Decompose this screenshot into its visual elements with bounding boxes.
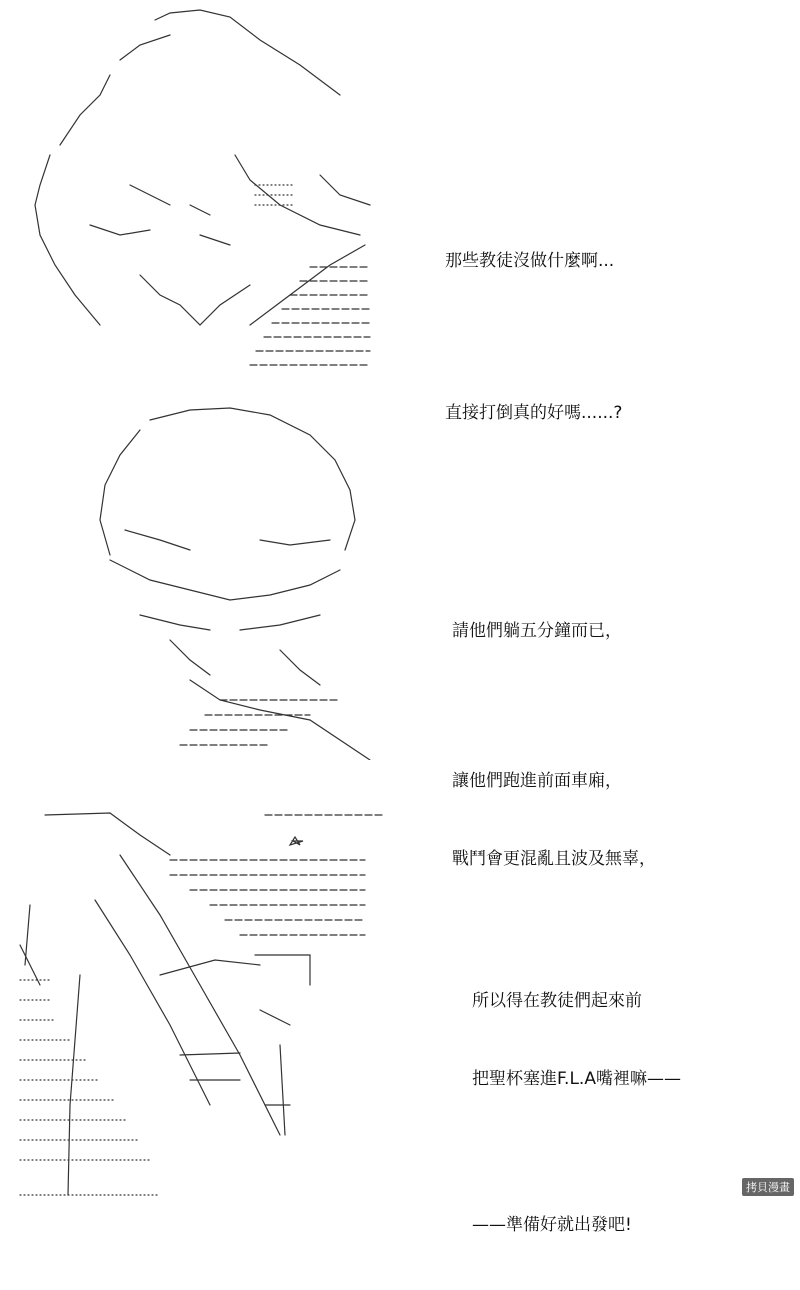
dialogue-line: 直接打倒真的好嗎......? — [445, 403, 623, 423]
dialogue-line: 把聖杯塞進F.L.A嘴裡嘛—— — [472, 1069, 681, 1089]
dialogue-line: 那些教徒沒做什麼啊... — [445, 251, 615, 271]
ascii-art-character-2 — [80, 390, 380, 760]
panel-2 — [0, 380, 800, 869]
dialogue-line: 戰鬥會更混亂且波及無辜， — [452, 849, 656, 869]
ascii-art-character-1 — [20, 5, 390, 375]
dialogue-line: 讓他們跑進前面車廂， — [452, 771, 622, 791]
dialogue-block-3 — [472, 936, 681, 1290]
panel-3 — [0, 780, 800, 1235]
dialogue-line: ——準備好就出發吧! — [472, 1215, 632, 1235]
dialogue-line: 所以得在教徒們起來前 — [472, 991, 642, 1011]
watermark: 拷貝漫畫 — [742, 1178, 794, 1196]
ascii-art-character-3 — [10, 805, 390, 1200]
dialogue-line: 請他們躺五分鐘而已， — [452, 621, 622, 641]
panel-1 — [0, 0, 800, 423]
